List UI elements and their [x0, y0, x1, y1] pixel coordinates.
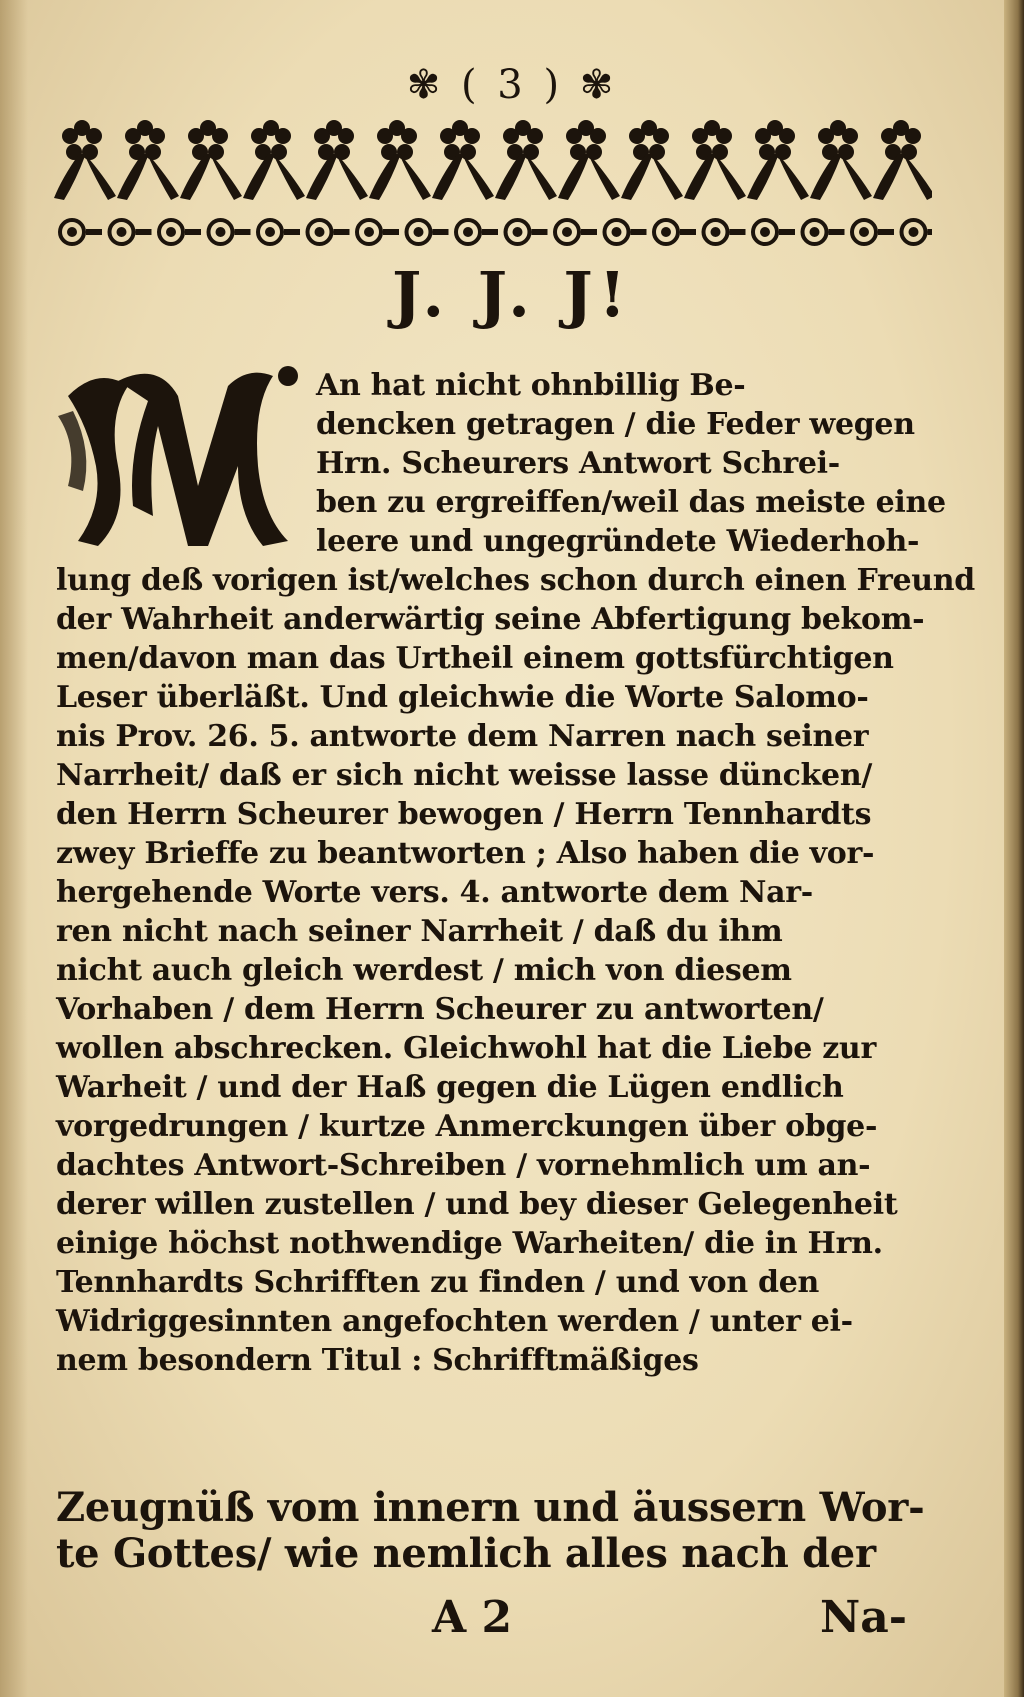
text-line: nicht auch gleich werdest / mich von diesem: [56, 953, 792, 988]
text-line: zwey Brieffe zu beantworten ; Also haben die vor-: [56, 836, 875, 871]
text-line: derer willen zustellen / und bey dieser Gelegenheit: [56, 1187, 898, 1222]
text-line: leere und ungegründete Wiederhoh-: [316, 524, 920, 559]
text-line: ben zu ergreiffen/weil das meiste eine: [316, 485, 946, 520]
rosette-icon: [407, 220, 449, 244]
rosette-icon: [902, 220, 933, 244]
decorated-drop-cap: [58, 356, 298, 556]
rosette-icon: [704, 220, 746, 244]
text-line: ren nicht nach seiner Narrheit / daß du ihm: [56, 914, 783, 949]
rosette-icon: [852, 220, 894, 244]
flower-icon: [243, 120, 305, 200]
text-line: Narrheit/ daß er sich nicht weisse lasse düncken/: [56, 758, 872, 793]
text-line: nis Prov. 26. 5. antworte dem Narren nach seiner: [56, 719, 869, 754]
heading-initials: J. J. J!: [392, 258, 632, 331]
text-line: te Gottes/ wie nemlich alles nach der: [56, 1530, 876, 1577]
rosette-icon: [803, 220, 845, 244]
flower-icon: [684, 120, 746, 200]
rosette-icon: [654, 220, 696, 244]
text-line: Hrn. Scheurers Antwort Schrei-: [316, 446, 840, 481]
flower-icon: [117, 120, 179, 200]
flower-icon: [54, 120, 116, 200]
flower-icon: [432, 120, 494, 200]
catchword: Na-: [820, 1592, 907, 1643]
rosette-icon: [308, 220, 350, 244]
text-line: Tennhardts Schrifften zu finden / und von den: [56, 1265, 820, 1300]
flower-icon: [621, 120, 683, 200]
text-line: hergehende Worte vers. 4. antworte dem Nar-: [56, 875, 813, 910]
rosette-icon: [209, 220, 251, 244]
rosette-icon: [753, 220, 795, 244]
flower-icon: [873, 120, 932, 200]
text-line: der Wahrheit anderwärtig seine Abfertigung bekom-: [56, 602, 925, 637]
text-line: dencken getragen / die Feder wegen: [316, 407, 915, 442]
flower-icon: [558, 120, 620, 200]
text-line: dachtes Antwort-Schreiben / vornehmlich um an-: [56, 1148, 871, 1183]
rosette-icon: [456, 220, 498, 244]
page-number: ( 3 ): [460, 62, 564, 108]
text-line: Widriggesinnten angefochten werden / unter ei-: [56, 1304, 853, 1339]
text-line: nem besondern Titul : Schrifftmäßiges: [56, 1343, 699, 1378]
flower-icon: [180, 120, 242, 200]
flower-ornament-icon: ✾: [406, 62, 445, 108]
text-line: men/davon man das Urtheil einem gottsfürchtigen: [56, 641, 894, 676]
page-edge: [1004, 0, 1024, 1697]
rosette-icon: [357, 220, 399, 244]
rosette-icon: [506, 220, 548, 244]
text-line: lung deß vorigen ist/welches schon durch einen Freund: [56, 563, 975, 598]
floral-headpiece-ornament: [52, 118, 932, 206]
text-line: Leser überläßt. Und gleichwie die Worte Salomo-: [56, 680, 869, 715]
page-number-line: [0, 62, 1024, 108]
text-line: den Herrn Scheurer bewogen / Herrn Tennhardts: [56, 797, 872, 832]
text-line: An hat nicht ohnbillig Be-: [316, 368, 746, 403]
page-gutter-shadow: [0, 0, 28, 1697]
flower-icon: [306, 120, 368, 200]
rosette-icon: [605, 220, 647, 244]
flower-icon: [495, 120, 557, 200]
rosette-border-ornament: [52, 214, 932, 250]
rosette-icon: [258, 220, 300, 244]
rosette-icon: [60, 220, 102, 244]
rosette-icon: [555, 220, 597, 244]
rosette-icon: [110, 220, 152, 244]
text-line: wollen abschrecken. Gleichwohl hat die Liebe zur: [56, 1031, 876, 1066]
flower-icon: [810, 120, 872, 200]
text-line: Vorhaben / dem Herrn Scheurer zu antworten/: [56, 992, 824, 1027]
text-line: einige höchst nothwendige Warheiten/ die in Hrn.: [56, 1226, 883, 1261]
text-line: Warheit / und der Haß gegen die Lügen endlich: [56, 1070, 844, 1105]
text-line: vorgedrungen / kurtze Anmerckungen über obge-: [56, 1109, 878, 1144]
flower-icon: [747, 120, 809, 200]
flower-icon: [369, 120, 431, 200]
flower-ornament-icon: ✾: [579, 62, 618, 108]
rosette-icon: [159, 220, 201, 244]
text-line: Zeugnüß vom innern und äussern Wor-: [56, 1484, 925, 1531]
signature-mark: A 2: [432, 1592, 513, 1643]
